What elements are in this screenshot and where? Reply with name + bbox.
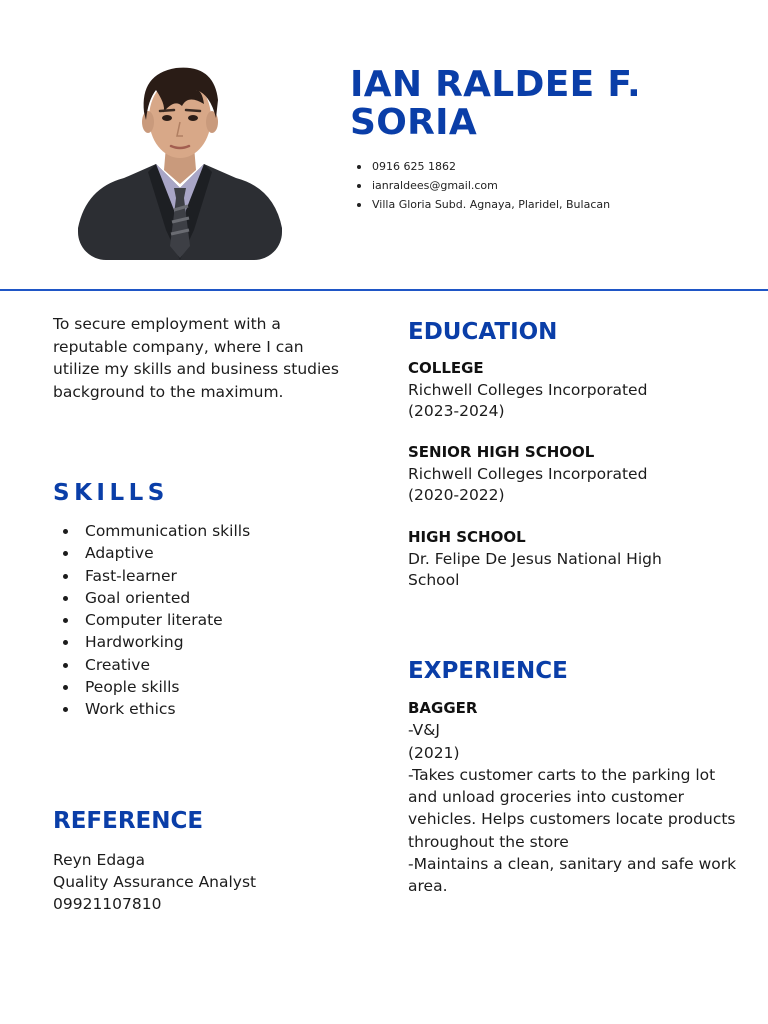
reference-heading: REFERENCE <box>53 808 204 834</box>
experience-duty: -Maintains a clean, sanitary and safe work area. <box>408 855 737 896</box>
reference-title: Quality Assurance Analyst <box>53 873 257 891</box>
skill-item: Fast-learner <box>60 565 250 587</box>
skill-item: Computer literate <box>60 609 250 631</box>
experience-duty: -Takes customer carts to the parking lot and unload groceries into customer vehicles. Helps customers locate products throughout the store <box>408 765 736 851</box>
skill-item: Communication skills <box>60 520 250 542</box>
education-level: COLLEGE <box>408 359 484 377</box>
skill-item: Hardworking <box>60 631 250 653</box>
education-entry <box>408 527 688 592</box>
education-entry <box>408 442 738 507</box>
reference-details <box>53 849 256 915</box>
experience-position: BAGGER <box>408 699 478 717</box>
education-entry <box>408 358 738 423</box>
skill-item: Creative <box>60 654 250 676</box>
skill-item: Adaptive <box>60 542 250 564</box>
skill-item: People skills <box>60 676 250 698</box>
reference-phone: 09921107810 <box>53 895 162 913</box>
education-years: (2023-2024) <box>408 402 505 420</box>
education-years: (2020-2022) <box>408 486 505 504</box>
contact-address: Villa Gloria Subd. Agnaya, Plaridel, Bulacan <box>356 195 610 214</box>
education-level: HIGH SCHOOL <box>408 528 526 546</box>
experience-heading: EXPERIENCE <box>408 658 568 684</box>
education-school: Richwell Colleges Incorporated <box>408 380 648 399</box>
candidate-name <box>350 66 750 142</box>
education-heading: EDUCATION <box>408 319 558 345</box>
experience-company: -V&J <box>408 721 440 740</box>
candidate-name-line2: SORIA <box>350 102 478 143</box>
contact-email: ianraldees@gmail.com <box>356 176 610 195</box>
contact-list <box>356 157 610 214</box>
objective-text: To secure employment with a reputable company, where I can utilize my skills and business studies background to the maximum. <box>53 315 339 401</box>
header-divider <box>0 289 768 291</box>
experience-entry <box>408 697 738 898</box>
education-school: Richwell Colleges Incorporated <box>408 464 648 483</box>
experience-year: (2021) <box>408 743 460 762</box>
reference-name: Reyn Edaga <box>53 851 146 869</box>
contact-phone: 0916 625 1862 <box>356 157 610 176</box>
profile-photo <box>78 60 282 260</box>
skill-item: Goal oriented <box>60 587 250 609</box>
education-school: Dr. Felipe De Jesus National High School <box>408 549 662 589</box>
skill-item: Work ethics <box>60 698 250 720</box>
candidate-name-line1: IAN RALDEE F. <box>350 64 641 105</box>
skills-list <box>60 520 250 721</box>
skills-heading: SKILLS <box>53 480 169 506</box>
education-level: SENIOR HIGH SCHOOL <box>408 443 595 461</box>
